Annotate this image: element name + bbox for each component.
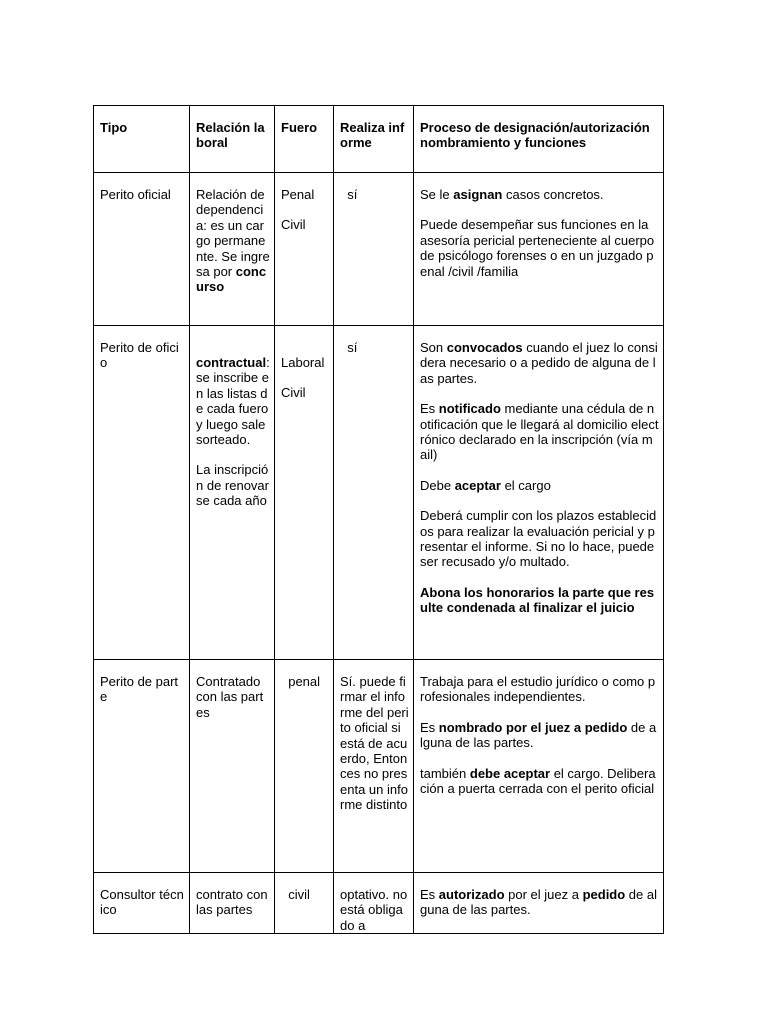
cell-relacion: contrato con las partes [190,873,275,934]
cell-proceso: Se le asignan casos concretos. Puede desempeñar sus funciones en la asesoría pericial perteneciente al cuerpo de psicólogo forenses o en un juzgado penal /civil /familia [414,173,664,326]
header-relacion: Relación laboral [190,106,275,173]
cell-informe: optativo. no está obligado a [334,873,414,934]
cell-tipo: Consultor técnico [94,873,190,934]
cell-relacion: contractual: se inscribe en las listas de cada fuero y luego sale sorteado. La inscripción de renovarse cada año [190,326,275,660]
header-fuero: Fuero [275,106,334,173]
cell-fuero: Penal Civil [275,173,334,326]
cell-proceso: Es autorizado por el juez a pedido de alguna de las partes. [414,873,664,934]
cell-proceso: Son convocados cuando el juez lo considera necesario o a pedido de alguna de las partes. Es notificado mediante una cédula de notificación que le llegará al domicilio electrónico declarado en la inscripción (vía mail) Debe aceptar el cargo Deberá cumplir con los plazos establecidos para realizar la evaluación pericial y presentar el informe. Si no lo hace, puede ser recusado y/o multado. Abona los honorarios la parte que resulte condenada al finalizar el juicio [414,326,664,660]
roles-table [93,105,664,934]
table-header-row [94,106,664,173]
table-row [94,326,664,660]
cell-informe: Sí. puede firmar el informe del perito oficial si está de acuerdo, Entonces no presenta un informe distinto [334,660,414,873]
cell-tipo: Perito oficial [94,173,190,326]
cell-relacion: Relación de dependencia: es un cargo permanente. Se ingresa por concurso [190,173,275,326]
header-proceso: Proceso de designación/autorización nombramiento y funciones [414,106,664,173]
cell-fuero: Laboral Civil [275,326,334,660]
cell-informe: sí [334,173,414,326]
table-row [94,173,664,326]
cell-tipo: Perito de parte [94,660,190,873]
header-tipo: Tipo [94,106,190,173]
cell-proceso: Trabaja para el estudio jurídico o como profesionales independientes. Es nombrado por el juez a pedido de alguna de las partes. también debe aceptar el cargo. Deliberación a puerta cerrada con el perito oficial [414,660,664,873]
cell-informe: sí [334,326,414,660]
table-row [94,873,664,934]
cell-fuero: civil [275,873,334,934]
table-row [94,660,664,873]
header-informe: Realiza informe [334,106,414,173]
cell-tipo: Perito de oficio [94,326,190,660]
cell-relacion: Contratado con las partes [190,660,275,873]
cell-fuero: penal [275,660,334,873]
